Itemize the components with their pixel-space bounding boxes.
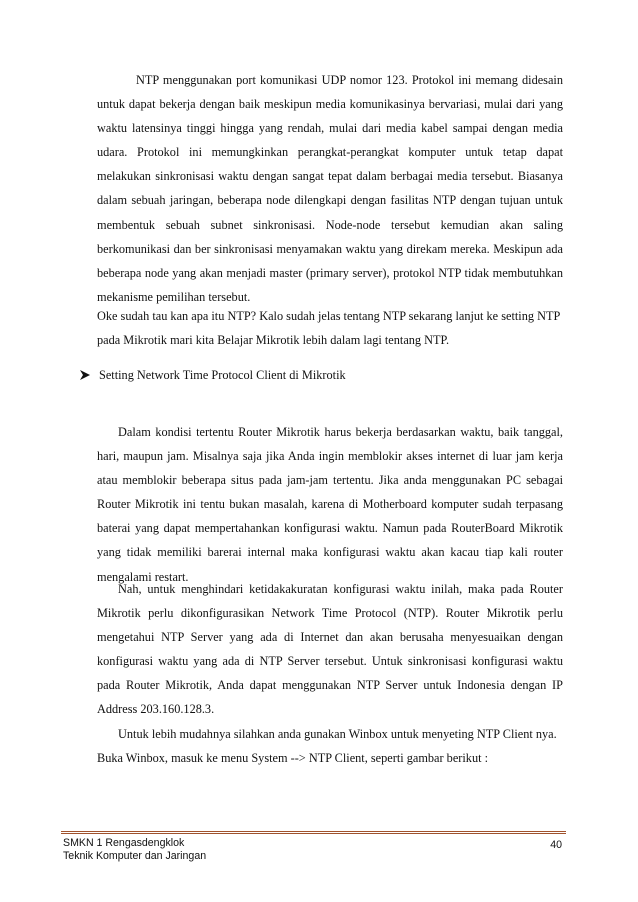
paragraph-ntp-server: Nah, untuk menghindari ketidakakuratan konfigurasi waktu inilah, maka pada Router Mikrotik perlu dikonfigurasikan Network Time Protocol (NTP). Router Mikrotik perlu mengetahui NTP Server yang ada di Internet dan akan berusaha menyesuaikan dengan konfigurasi waktu yang ada di NTP Server tersebut. Untuk sinkronisasi konfigurasi waktu pada Router Mikrotik, Anda dapat menggunakan NTP Server untuk Indonesia dengan IP Address 203.160.128.3.	[97, 582, 563, 717]
section-heading-bullet	[80, 365, 346, 385]
paragraph-transition: Oke sudah tau kan apa itu NTP? Kalo sudah jelas tentang NTP sekarang lanjut ke setting NTP pada Mikrotik mari kita Belajar Mikrotik lebih dalam lagi tentang NTP.	[97, 309, 560, 348]
arrowhead-bullet-icon	[80, 370, 90, 380]
footer-school: SMKN 1 Rengasdengklok	[63, 837, 185, 849]
footer-department: Teknik Komputer dan Jaringan	[63, 850, 207, 862]
footer-info	[63, 837, 206, 863]
paragraph-ntp-intro: NTP menggunakan port komunikasi UDP nomor 123. Protokol ini memang didesain untuk dapat bekerja dengan baik meskipun media komunikasinya bervariasi, mulai dari yang waktu latensinya tinggi hingga yang rendah, mulai dari media kabel sampai dengan media udara. Protokol ini memungkinkan perangkat-perangkat komputer untuk tetap dapat melakukan sinkronisasi waktu dengan sangat tepat dalam berbagai media tersebut. Biasanya dalam sebuah jaringan, beberapa node dilengkapi dengan fasilitas NTP dengan tujuan untuk membentuk sebuah subnet sinkronisasi. Node-node tersebut kemudian akan saling berkomunikasi dan ber sinkronisasi menyamakan waktu yang direkam mereka. Meskipun ada beberapa node yang akan menjadi master (primary server), protokol NTP tidak membutuhkan mekanisme pemilihan tersebut.	[97, 73, 563, 304]
paragraph-winbox-instructions: Untuk lebih mudahnya silahkan anda gunakan Winbox untuk menyeting NTP Client nya. Buka Winbox, masuk ke menu System --> NTP Client, seperti gambar berikut :	[97, 727, 557, 766]
page-number: 40	[550, 839, 562, 851]
paragraph-time-requirement: Dalam kondisi tertentu Router Mikrotik harus bekerja berdasarkan waktu, baik tanggal, hari, maupun jam. Misalnya saja jika Anda ingin memblokir akses internet di luar jam kerja atau memblokir beberapa situs pada jam-jam tertentu. Jika anda menggunakan PC sebagai Router Mikrotik ini tentu bukan masalah, karena di Motherboard komputer sudah terpasang baterai yang dapat mempertahankan konfigurasi waktu. Namun pada RouterBoard Mikrotik yang tidak memiliki barerai internal maka konfigurasi waktu akan kacau tiap kali router mengalami restart.	[97, 425, 563, 584]
footer-divider	[61, 831, 566, 834]
section-heading: Setting Network Time Protocol Client di Mikrotik	[99, 367, 346, 382]
